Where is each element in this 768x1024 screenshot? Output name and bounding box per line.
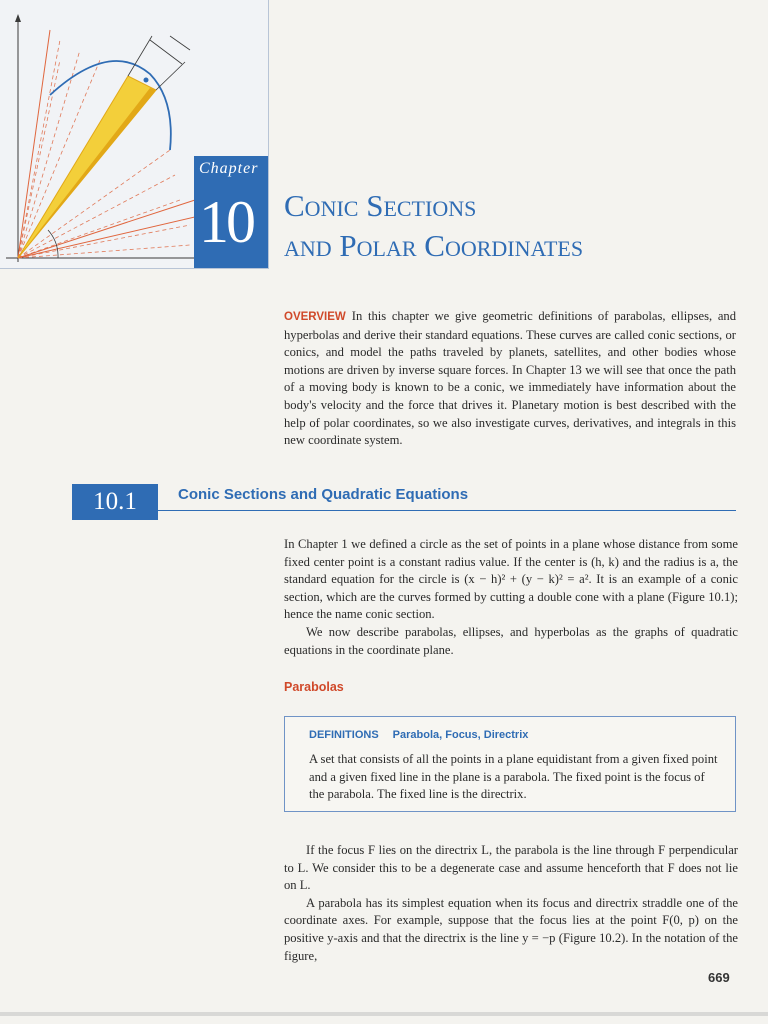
intro-paragraph-2: We now describe parabolas, ellipses, and hyperbolas as the graphs of quadratic equations in the coordinate plane.: [284, 624, 738, 657]
overview-text: In this chapter we give geometric definitions of parabolas, ellipses, and hyperbolas and derive their standard equations. These curves are called conic sections, or conics, and model the paths traveled by planets, satellites, and other bodies whose motions are driven by inverse square forces. In Chapter 13 we will see that once the path of a moving body is known to be a conic, we immediately have information about the body's velocity and the force that drives it. Planetary motion is best described with the help of polar coordinates, so we also investigate curves, derivatives, and integrals in this new coordinate system.: [284, 309, 736, 448]
overview-label: OVERVIEW: [284, 311, 346, 323]
section-number-badge: 10.1: [72, 484, 158, 520]
definition-subtitle: Parabola, Focus, Directrix: [392, 729, 529, 741]
section-title: Conic Sections and Quadratic Equations: [178, 486, 469, 503]
arc-point: [144, 78, 149, 83]
angle-arc: [48, 230, 58, 258]
after-text: [284, 842, 738, 965]
overview-paragraph: [284, 308, 736, 450]
after-paragraph-1: If the focus F lies on the directrix L, the parabola is the line through F perpendicular to L. We consider this to be a degenerate case and assume henceforth that F does not lie on L.: [284, 843, 738, 893]
definition-text: A set that consists of all the points in a plane equidistant from a given fixed point and a given fixed line in the plane is a parabola. The fixed point is the focus of the parabola. The fixed line is the directrix.: [309, 752, 718, 802]
definition-heading: [309, 729, 528, 741]
page-number: 669: [708, 970, 730, 985]
chapter-title: [284, 186, 583, 266]
intro-text: [284, 536, 738, 659]
chapter-number: 10: [199, 189, 253, 255]
definition-box: [284, 716, 736, 812]
intro-paragraph-1: In Chapter 1 we defined a circle as the set of points in a plane whose distance from some fixed center point is a constant radius value. If the center is (h, k) and the radius is a, the standard equation for the circle is (x − h)² + (y − k)² = a². It is an example of a conic section, which are the curves formed by cutting a double cone with a plane (Figure 10.1); hence the name conic section.: [284, 537, 738, 622]
chapter-title-line-2: and Polar Coordinates: [284, 228, 584, 263]
subsection-heading: Parabolas: [284, 680, 344, 694]
after-paragraph-2: A parabola has its simplest equation when its focus and directrix straddle one of the coordinate axes. For example, suppose that the focus lies at the point F(0, p) on the positive y-axis and that the directrix is the line y = −p (Figure 10.2). In the notation of the figure,: [284, 895, 738, 963]
page-bottom-edge: [0, 1012, 768, 1016]
chapter-label: Chapter: [199, 160, 259, 177]
section-rule: [158, 510, 736, 511]
definition-label: DEFINITIONS: [309, 729, 379, 741]
chapter-title-line-1: Conic Sections: [284, 188, 477, 223]
y-axis-arrow: [15, 14, 21, 22]
